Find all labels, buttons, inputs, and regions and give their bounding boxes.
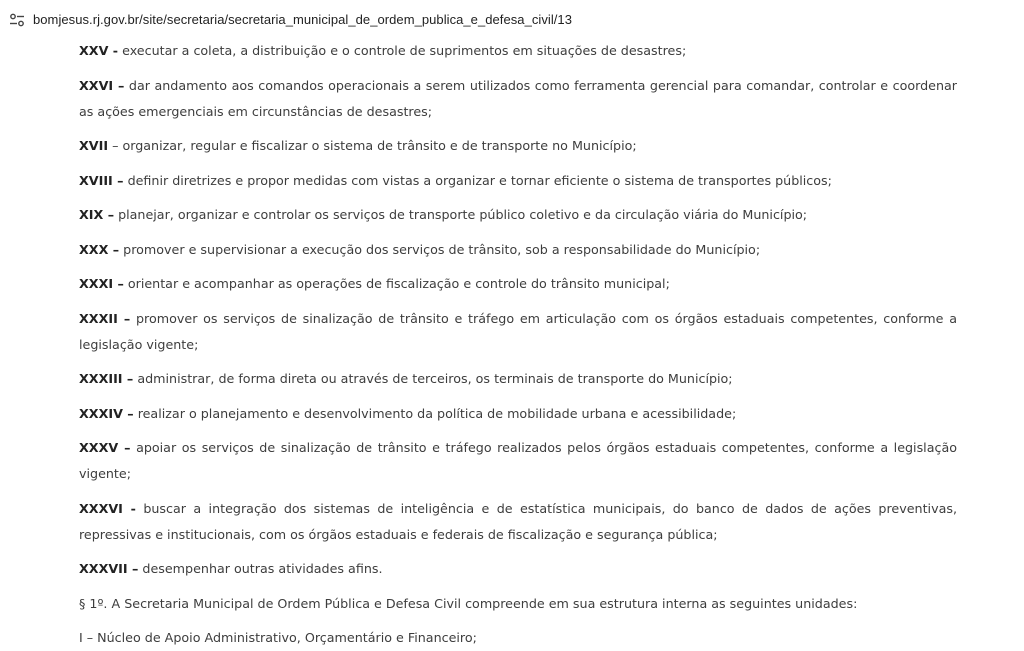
item-numeral: XXXIV –	[79, 405, 134, 421]
item-text: realizar o planejamento e desenvolvimento da política de mobilidade urbana e acessibilidade;	[133, 405, 737, 421]
item-numeral: XXX –	[79, 241, 120, 257]
list-item	[79, 435, 957, 487]
item-numeral: XXV -	[79, 43, 119, 58]
list-item	[79, 556, 957, 582]
list-item-cut: I – Núcleo de Apoio Administrativo, Orçamentário e Financeiro;	[79, 630, 477, 645]
item-text: orientar e acompanhar as operações de fiscalização e controle do trânsito municipal;	[123, 276, 670, 291]
list-item	[79, 133, 957, 159]
address-bar[interactable]	[0, 0, 1024, 38]
item-text: buscar a integração dos sistemas de inteligência e de estatística municipais, do banco de dados de ações preventivas, repressivas e institucionais, com os órgãos estaduais e federais de fiscalização e segurança pública;	[79, 500, 957, 542]
item-numeral: XXXI –	[79, 276, 124, 291]
item-text: planejar, organizar e controlar os serviços de transporte público coletivo e da circulação viária do Município;	[114, 207, 808, 222]
item-text: – organizar, regular e fiscalizar o sistema de trânsito e de transporte no Município;	[108, 138, 637, 153]
list-item	[79, 168, 957, 194]
item-numeral: XVIII –	[79, 172, 124, 188]
item-text: desempenhar outras atividades afins.	[138, 561, 383, 576]
list-item	[79, 38, 957, 64]
item-text: promover os serviços de sinalização de trânsito e tráfego em articulação com os órgãos estaduais competentes, conforme a legislação vigente;	[79, 310, 957, 352]
item-numeral: XXXII –	[79, 310, 131, 326]
list-item	[79, 401, 957, 427]
item-numeral: XXXVII –	[79, 561, 139, 576]
list-item	[79, 306, 957, 358]
list-item	[79, 271, 957, 297]
item-text: definir diretrizes e propor medidas com vistas a organizar e tornar eficiente o sistema de transportes públicos;	[123, 172, 832, 188]
item-text: executar a coleta, a distribuição e o controle de suprimentos em situações de desastres;	[118, 43, 687, 58]
list-item	[79, 73, 957, 125]
item-numeral: XVII	[79, 138, 109, 153]
url-text[interactable]: bomjesus.rj.gov.br/site/secretaria/secretaria_municipal_de_ordem_publica_e_defesa_civil/13	[33, 11, 572, 27]
item-numeral: XXVI –	[79, 77, 125, 93]
item-text: administrar, de forma direta ou através de terceiros, os terminais de transporte do Município;	[133, 371, 733, 386]
list-item	[79, 237, 957, 263]
item-numeral: XIX –	[79, 207, 115, 222]
tune-icon[interactable]	[9, 12, 25, 26]
item-text: dar andamento aos comandos operacionais a serem utilizados como ferramenta gerencial para comandar, controlar e coordenar as ações emergenciais em circunstâncias de desastres;	[79, 77, 957, 119]
items-list	[79, 38, 957, 582]
list-item	[79, 496, 957, 548]
section-paragraph: § 1º. A Secretaria Municipal de Ordem Pública e Defesa Civil compreende em sua estrutura interna as seguintes unidades:	[79, 595, 858, 611]
item-numeral: XXXVI -	[79, 500, 136, 516]
item-numeral: XXXIII –	[79, 371, 134, 386]
item-text: apoiar os serviços de sinalização de trânsito e tráfego realizados pelos órgãos estaduais competentes, conforme a legislação vigente;	[79, 440, 957, 481]
article-content	[79, 38, 957, 645]
item-numeral: XXXV –	[79, 440, 131, 455]
item-text: promover e supervisionar a execução dos serviços de trânsito, sob a responsabilidade do Município;	[119, 241, 761, 257]
list-item	[79, 202, 957, 228]
list-item	[79, 366, 957, 392]
